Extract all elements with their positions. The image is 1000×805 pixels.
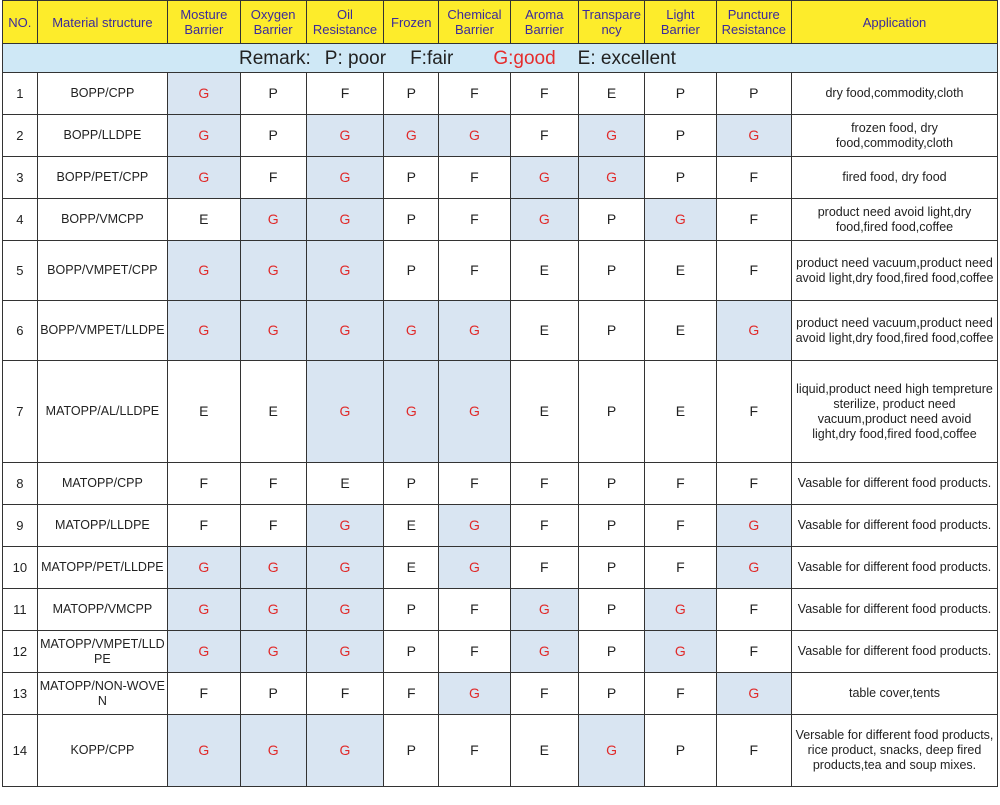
application-cell: Vasable for different food products. — [791, 505, 997, 547]
rating-cell: P — [578, 547, 644, 589]
rating-cell: G — [168, 115, 240, 157]
application-cell: frozen food, dry food,commodity,cloth — [791, 115, 997, 157]
rating-cell: E — [384, 505, 439, 547]
rating-cell: F — [240, 157, 306, 199]
application-cell: dry food,commodity,cloth — [791, 73, 997, 115]
rating-cell: G — [716, 673, 791, 715]
rating-cell: F — [716, 589, 791, 631]
rating-cell: G — [168, 547, 240, 589]
row-number: 1 — [3, 73, 38, 115]
rating-cell: F — [168, 673, 240, 715]
rating-cell: G — [384, 361, 439, 463]
remark-excellent: E: excellent — [577, 47, 676, 69]
rating-cell: E — [240, 361, 306, 463]
table-row — [3, 673, 998, 715]
remark-fair: F:fair — [410, 47, 454, 69]
rating-cell: G — [240, 547, 306, 589]
rating-cell: E — [168, 199, 240, 241]
rating-cell: P — [384, 463, 439, 505]
rating-cell: P — [240, 115, 306, 157]
rating-cell: P — [645, 157, 716, 199]
rating-cell: E — [645, 361, 716, 463]
rating-cell: P — [578, 241, 644, 301]
row-number: 10 — [3, 547, 38, 589]
rating-cell: G — [240, 715, 306, 787]
application-cell: liquid,product need high tempreture sterilize, product need vacuum,product need avoid light,dry food,fired food,coffee — [791, 361, 997, 463]
row-number: 9 — [3, 505, 38, 547]
rating-cell: F — [439, 157, 510, 199]
row-number: 7 — [3, 361, 38, 463]
rating-cell: P — [384, 589, 439, 631]
rating-cell: F — [510, 673, 578, 715]
table-body — [3, 44, 998, 787]
rating-cell: G — [240, 199, 306, 241]
rating-cell: F — [716, 241, 791, 301]
rating-cell: F — [645, 505, 716, 547]
rating-cell: F — [510, 73, 578, 115]
remark-label: Remark: — [239, 47, 311, 69]
rating-cell: F — [716, 157, 791, 199]
rating-cell: G — [578, 715, 644, 787]
rating-cell: F — [439, 463, 510, 505]
remark-cell — [3, 44, 998, 73]
table-row — [3, 463, 998, 505]
rating-cell: G — [510, 631, 578, 673]
rating-cell: G — [645, 631, 716, 673]
material-comparison-table — [2, 0, 998, 787]
row-number: 3 — [3, 157, 38, 199]
rating-cell: G — [439, 505, 510, 547]
rating-cell: P — [578, 673, 644, 715]
rating-cell: G — [306, 715, 383, 787]
rating-cell: F — [510, 463, 578, 505]
rating-cell: P — [240, 673, 306, 715]
rating-cell: P — [240, 73, 306, 115]
rating-cell: G — [510, 589, 578, 631]
row-number: 12 — [3, 631, 38, 673]
table-row — [3, 589, 998, 631]
rating-cell: E — [578, 73, 644, 115]
column-header: Transparency — [578, 1, 644, 44]
rating-cell: G — [240, 241, 306, 301]
comparison-table-container — [2, 0, 998, 804]
material-structure-cell: BOPP/CPP — [37, 73, 167, 115]
table-row — [3, 241, 998, 301]
rating-cell: P — [384, 199, 439, 241]
rating-cell: G — [716, 547, 791, 589]
material-structure-cell: BOPP/VMPET/CPP — [37, 241, 167, 301]
rating-cell: G — [168, 157, 240, 199]
row-number: 14 — [3, 715, 38, 787]
rating-cell: F — [716, 715, 791, 787]
rating-cell: G — [240, 631, 306, 673]
column-header: Aroma Barrier — [510, 1, 578, 44]
table-row — [3, 547, 998, 589]
rating-cell: G — [168, 631, 240, 673]
material-structure-cell: MATOPP/CPP — [37, 463, 167, 505]
rating-cell: F — [645, 673, 716, 715]
rating-cell: F — [510, 115, 578, 157]
material-structure-cell: MATOPP/LLDPE — [37, 505, 167, 547]
rating-cell: G — [306, 589, 383, 631]
column-header: Application — [791, 1, 997, 44]
rating-cell: G — [439, 673, 510, 715]
rating-cell: G — [716, 301, 791, 361]
rating-cell: G — [306, 547, 383, 589]
rating-cell: G — [168, 715, 240, 787]
rating-cell: G — [168, 301, 240, 361]
table-row — [3, 505, 998, 547]
rating-cell: G — [439, 115, 510, 157]
rating-cell: G — [645, 589, 716, 631]
rating-cell: G — [306, 505, 383, 547]
rating-cell: G — [578, 115, 644, 157]
rating-cell: G — [306, 157, 383, 199]
rating-cell: P — [384, 241, 439, 301]
rating-cell: F — [716, 463, 791, 505]
remark-good: G:good — [493, 47, 556, 69]
material-structure-cell: MATOPP/AL/LLDPE — [37, 361, 167, 463]
column-header: Mosture Barrier — [168, 1, 240, 44]
application-cell: table cover,tents — [791, 673, 997, 715]
rating-cell: F — [716, 631, 791, 673]
application-cell: fired food, dry food — [791, 157, 997, 199]
rating-cell: E — [510, 715, 578, 787]
application-cell: Vasable for different food products. — [791, 463, 997, 505]
rating-cell: E — [645, 301, 716, 361]
row-number: 2 — [3, 115, 38, 157]
rating-cell: G — [439, 301, 510, 361]
rating-cell: P — [578, 463, 644, 505]
rating-cell: E — [510, 241, 578, 301]
rating-cell: P — [578, 631, 644, 673]
rating-cell: G — [306, 301, 383, 361]
rating-cell: G — [306, 361, 383, 463]
header-row — [3, 1, 998, 44]
rating-cell: F — [439, 73, 510, 115]
rating-cell: F — [510, 505, 578, 547]
application-cell: product need vacuum,product need avoid light,dry food,fired food,coffee — [791, 301, 997, 361]
rating-cell: F — [439, 589, 510, 631]
application-cell: Vasable for different food products. — [791, 589, 997, 631]
row-number: 4 — [3, 199, 38, 241]
table-row — [3, 631, 998, 673]
rating-cell: G — [510, 157, 578, 199]
rating-cell: F — [168, 463, 240, 505]
material-structure-cell: MATOPP/VMPET/LLDPE — [37, 631, 167, 673]
row-number: 8 — [3, 463, 38, 505]
rating-cell: P — [645, 715, 716, 787]
column-header: NO. — [3, 1, 38, 44]
rating-cell: G — [439, 547, 510, 589]
rating-cell: G — [306, 199, 383, 241]
table-row — [3, 157, 998, 199]
rating-cell: G — [306, 115, 383, 157]
application-cell: Vasable for different food products. — [791, 631, 997, 673]
rating-cell: F — [439, 199, 510, 241]
table-row — [3, 361, 998, 463]
rating-cell: P — [645, 73, 716, 115]
application-cell: product need vacuum,product need avoid light,dry food,fired food,coffee — [791, 241, 997, 301]
material-structure-cell: BOPP/VMPET/LLDPE — [37, 301, 167, 361]
rating-cell: P — [578, 505, 644, 547]
rating-cell: G — [384, 115, 439, 157]
row-number: 5 — [3, 241, 38, 301]
table-row — [3, 73, 998, 115]
remark-row — [3, 44, 998, 73]
rating-cell: F — [439, 241, 510, 301]
rating-cell: P — [578, 199, 644, 241]
material-structure-cell: BOPP/VMCPP — [37, 199, 167, 241]
rating-cell: E — [510, 301, 578, 361]
rating-cell: P — [384, 631, 439, 673]
rating-cell: P — [384, 157, 439, 199]
rating-cell: G — [578, 157, 644, 199]
rating-cell: G — [306, 241, 383, 301]
table-row — [3, 715, 998, 787]
application-cell: Versable for different food products, rice product, snacks, deep fired products,tea and soup mixes. — [791, 715, 997, 787]
rating-cell: E — [384, 547, 439, 589]
rating-cell: G — [168, 73, 240, 115]
rating-cell: F — [384, 673, 439, 715]
table-row — [3, 199, 998, 241]
rating-cell: G — [306, 631, 383, 673]
rating-cell: G — [240, 589, 306, 631]
table-row — [3, 115, 998, 157]
rating-cell: E — [510, 361, 578, 463]
row-number: 6 — [3, 301, 38, 361]
rating-cell: E — [645, 241, 716, 301]
rating-cell: G — [384, 301, 439, 361]
rating-cell: G — [240, 301, 306, 361]
material-structure-cell: MATOPP/VMCPP — [37, 589, 167, 631]
rating-cell: G — [510, 199, 578, 241]
rating-cell: F — [716, 361, 791, 463]
remark-poor: P: poor — [324, 47, 387, 69]
column-header: Oxygen Barrier — [240, 1, 306, 44]
row-number: 13 — [3, 673, 38, 715]
rating-cell: G — [645, 199, 716, 241]
rating-cell: F — [240, 463, 306, 505]
application-cell: product need avoid light,dry food,fired food,coffee — [791, 199, 997, 241]
table-header — [3, 1, 998, 44]
column-header: Material structure — [37, 1, 167, 44]
rating-cell: P — [716, 73, 791, 115]
rating-cell: G — [168, 241, 240, 301]
rating-cell: F — [645, 463, 716, 505]
rating-cell: E — [306, 463, 383, 505]
material-structure-cell: MATOPP/PET/LLDPE — [37, 547, 167, 589]
material-structure-cell: MATOPP/NON-WOVEN — [37, 673, 167, 715]
table-row — [3, 301, 998, 361]
material-structure-cell: KOPP/CPP — [37, 715, 167, 787]
rating-cell: F — [306, 73, 383, 115]
rating-cell: F — [240, 505, 306, 547]
rating-cell: F — [510, 547, 578, 589]
material-structure-cell: BOPP/PET/CPP — [37, 157, 167, 199]
rating-cell: G — [716, 115, 791, 157]
material-structure-cell: BOPP/LLDPE — [37, 115, 167, 157]
rating-cell: P — [578, 361, 644, 463]
column-header: Oil Resistance — [306, 1, 383, 44]
rating-cell: P — [384, 73, 439, 115]
rating-cell: P — [384, 715, 439, 787]
column-header: Frozen — [384, 1, 439, 44]
rating-cell: P — [578, 589, 644, 631]
column-header: Light Barrier — [645, 1, 716, 44]
rating-cell: G — [168, 589, 240, 631]
rating-cell: F — [306, 673, 383, 715]
rating-cell: F — [716, 199, 791, 241]
application-cell: Vasable for different food products. — [791, 547, 997, 589]
rating-cell: F — [168, 505, 240, 547]
column-header: Chemical Barrier — [439, 1, 510, 44]
rating-cell: F — [439, 715, 510, 787]
rating-cell: E — [168, 361, 240, 463]
column-header: Puncture Resistance — [716, 1, 791, 44]
rating-cell: P — [645, 115, 716, 157]
row-number: 11 — [3, 589, 38, 631]
rating-cell: G — [716, 505, 791, 547]
rating-cell: F — [645, 547, 716, 589]
rating-cell: P — [578, 301, 644, 361]
rating-cell: G — [439, 361, 510, 463]
rating-cell: F — [439, 631, 510, 673]
